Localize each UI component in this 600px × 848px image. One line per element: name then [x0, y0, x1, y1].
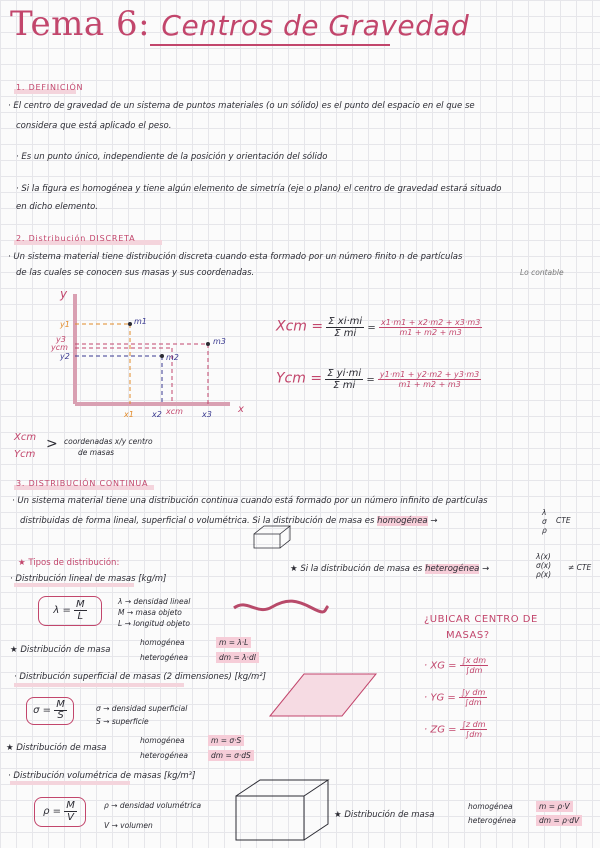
- rho-box: ρ = $\frac{M}{V}$: [34, 797, 86, 827]
- vol-het-formula: dm = ρ·dV: [536, 815, 582, 826]
- heterogenea-highlight: heterogénea: [425, 564, 480, 574]
- vol-title: · Distribución volumétrica de masas [kg/m³]: [8, 771, 196, 781]
- graph-xcm: xcm: [166, 407, 183, 416]
- graph-ycm: ycm: [51, 343, 68, 352]
- sec1-text-3b: en dicho elemento.: [16, 202, 98, 212]
- graph-m1: m1: [134, 317, 147, 326]
- title-main: Tema 6:: [10, 4, 151, 44]
- hetero-line: ★ Si la distribución de masa es heterogénea →: [290, 564, 490, 574]
- sup-homo: homogénea: [140, 736, 185, 745]
- wavy-line-drawing: [232, 598, 330, 616]
- legend-text-1: coordenadas x/y centro: [64, 437, 153, 446]
- lambda-def-1: λ → densidad lineal: [118, 597, 191, 606]
- xcm-expden: m1 + m2 + m3: [399, 328, 462, 337]
- graph-x-label: x: [238, 404, 244, 415]
- sup-homo-formula: m = σ·S: [208, 735, 244, 746]
- graph-y2: y2: [60, 352, 70, 361]
- legend-brace: >: [46, 436, 58, 452]
- sec3-text-1b: distribuidas de forma lineal, superficial o volumétrica. Si la distribución de masa es homogénea →: [20, 516, 438, 526]
- ubicar-title-2: MASAS?: [446, 630, 490, 641]
- section-1-heading: 1. DEFINICIÓN: [16, 83, 84, 92]
- lineal-title: · Distribución lineal de masas [kg/m]: [10, 574, 167, 584]
- yg-formula: · YG = $\frac{\text{∫y dm}}{\int dm}$: [424, 688, 486, 707]
- lineal-homo-formula: m = λ·L: [216, 637, 251, 648]
- sec1-text-1a: · El centro de gravedad de un sistema de puntos materiales (o un sólido) es el punto del espacio en el que se: [8, 101, 475, 111]
- xcm-expnum: x1·m1 + x2·m2 + x3·m3: [380, 318, 481, 327]
- vol-dist-masa: ★ Distribución de masa: [334, 810, 435, 820]
- graph-x1: x1: [124, 410, 134, 419]
- lambda-box: λ = $\frac{M}{L}$: [38, 596, 102, 626]
- sup-het-formula: dm = σ·dS: [208, 750, 254, 761]
- sec2-text-1a: · Un sistema material tiene distribución discreta cuando esta formado por un número finito n de partículas: [8, 252, 463, 262]
- graph-m2: m2: [166, 353, 179, 362]
- legend-ycm: Ycm: [14, 449, 36, 460]
- sigma-def-2: S → superficie: [96, 717, 149, 726]
- sigma-box: σ = $\frac{M}{S}$: [26, 697, 74, 725]
- graph-x2: x2: [152, 410, 162, 419]
- section-2-heading: 2. Distribución DISCRETA: [16, 234, 136, 243]
- graph-x3: x3: [202, 410, 212, 419]
- sec1-text-3a: · Si la figura es homogénea y tiene algún elemento de simetría (eje o plano) el centro de gravedad estará situado: [16, 184, 502, 194]
- title-underline: [150, 44, 390, 46]
- ycm-expnum: y1·m1 + y2·m2 + y3·m3: [379, 370, 480, 379]
- xcm-den: Σ mi: [334, 328, 357, 339]
- legend-xcm: Xcm: [14, 432, 37, 443]
- sup-dist-masa: ★ Distribución de masa: [6, 743, 107, 753]
- note-contable: Lo contable: [520, 268, 564, 277]
- sec2-text-1b: de las cuales se conocen sus masas y sus coordenadas.: [16, 268, 255, 278]
- discrete-graph: [50, 284, 260, 424]
- lambda-def-2: M → masa objeto: [118, 608, 182, 617]
- line-box-drawing: [252, 524, 292, 550]
- lineal-het-formula: dm = λ·dl: [216, 652, 259, 663]
- vol-hetero: heterogénea: [468, 816, 516, 825]
- ycm-expden: m1 + m2 + m3: [398, 380, 461, 389]
- lineal-dist-masa: ★ Distribución de masa: [10, 645, 111, 655]
- hetero-funcs: λ(x) σ(x) ρ(x): [536, 552, 552, 579]
- xcm-lhs: Xcm =: [276, 318, 324, 335]
- graph-y-label: y: [60, 287, 68, 301]
- ycm-formula: Ycm = $\frac{\text{Σ yi·mi}}{\text{Σ mi}}$ = $\frac{y1\cdot m1 + y2\cdot m2 + y3\cdot m3}{m1 + m2 + m3}$: [276, 368, 480, 391]
- sec1-text-2: · Es un punto único, independiente de la posición y orientación del sólido: [16, 152, 328, 162]
- xg-formula: · XG = $\frac{\text{∫x dm}}{\int dm}$: [424, 656, 487, 675]
- lineal-hetero: heterogénea: [140, 653, 188, 662]
- volume-drawing: [232, 778, 332, 842]
- hetero-cte: ≠ CTE: [568, 563, 592, 572]
- sup-title: · Distribución superficial de masas (2 dimensiones) [kg/m²]: [14, 672, 267, 682]
- sec1-text-1b: considera que está aplicado el peso.: [16, 121, 172, 131]
- rho-def-2: V → volumen: [104, 821, 153, 830]
- xcm-formula: Xcm = $\frac{\text{Σ xi·mi}}{\text{Σ mi}}$ = $\frac{x1\cdot m1 + x2\cdot m2 + x3\cdot m3}{m1 + m2 + m3}$: [276, 316, 481, 339]
- homogenea-highlight: homogénea: [377, 516, 428, 526]
- graph-m3: m3: [213, 337, 226, 346]
- xcm-num: Σ xi·mi: [328, 316, 363, 327]
- rho-def-1: ρ → densidad volumétrica: [104, 801, 202, 810]
- graph-y3: y3: [56, 335, 66, 344]
- zg-formula: · ZG = $\frac{\text{∫z dm}}{\int dm}$: [424, 720, 486, 739]
- tipos-title: ★ Tipos de distribución:: [18, 558, 120, 568]
- mass-point-m1: [128, 322, 132, 326]
- surface-drawing: [268, 672, 378, 718]
- section-3-heading: 3. DISTRIBUCIÓN CONTINUA: [16, 479, 149, 488]
- sigma-def-1: σ → densidad superficial: [96, 704, 188, 713]
- sec3-text-1a: · Un sistema material tiene una distribución continua cuando está formado por un número infinito de partículas: [12, 496, 488, 506]
- cte-label: CTE: [556, 516, 571, 525]
- ycm-den: Σ mi: [333, 380, 356, 391]
- mass-point-m2: [160, 354, 164, 358]
- sup-hetero: heterogénea: [140, 751, 188, 760]
- graph-y1: y1: [60, 320, 70, 329]
- lambda-def-3: L → longitud objeto: [118, 619, 190, 628]
- ubicar-title-1: ¿UBICAR CENTRO DE: [424, 614, 538, 625]
- vol-homo: homogénea: [468, 802, 513, 811]
- page-title: [10, 4, 469, 44]
- mass-point-m3: [206, 342, 210, 346]
- ycm-lhs: Ycm =: [276, 370, 323, 387]
- vol-homo-formula: m = ρ·V: [536, 801, 573, 812]
- cte-symbols: λ σ ρ: [542, 508, 547, 535]
- legend-text-2: de masas: [78, 448, 115, 457]
- ycm-num: Σ yi·mi: [327, 368, 362, 379]
- title-sub: Centros de Gravedad: [161, 9, 470, 42]
- lineal-homo: homogénea: [140, 638, 185, 647]
